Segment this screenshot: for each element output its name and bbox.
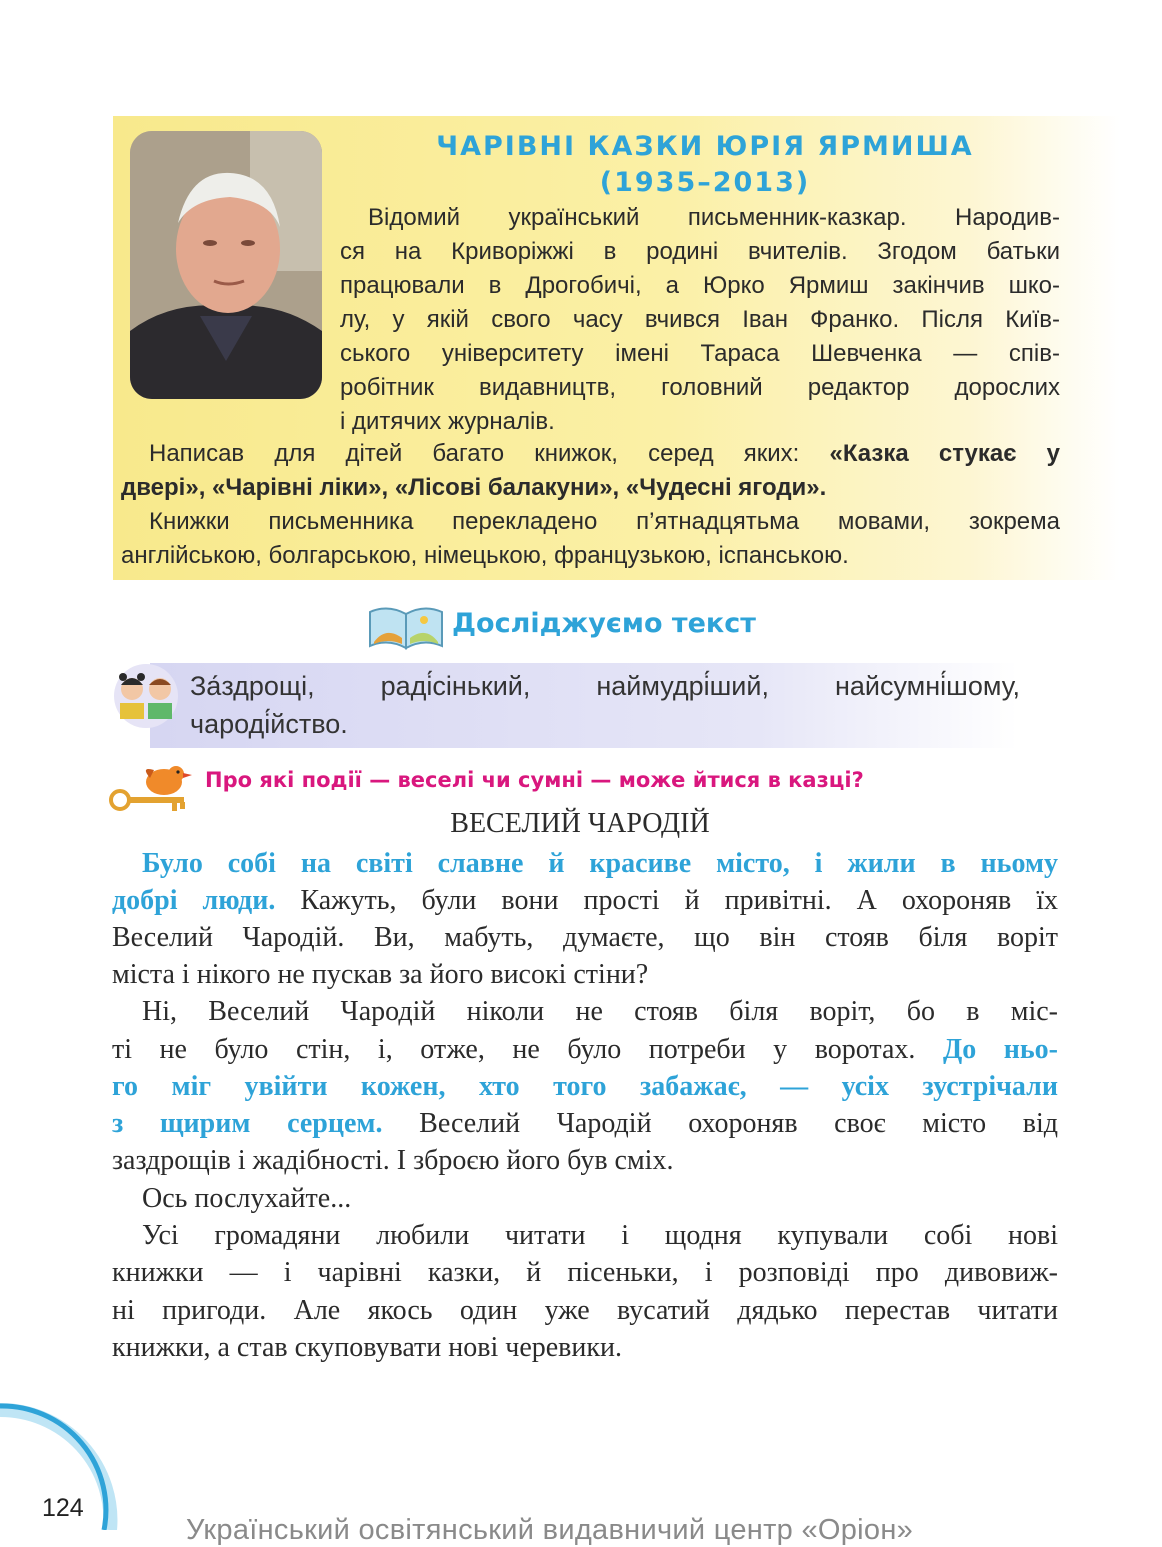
- story-line: добрі люди. Кажуть, були вони прості й привітні. А охороняв їх: [112, 885, 1059, 916]
- story-line: заздрощів і жадібності. І зброєю його був сміх.: [112, 1145, 674, 1176]
- author-portrait: [130, 131, 322, 399]
- kids-reading-icon: [106, 663, 186, 734]
- story-line: книжки — і чарівні казки, й пісеньки, і розповіді про дивовиж-: [112, 1257, 1058, 1288]
- bird-key-icon: [106, 758, 198, 819]
- vocabulary-words: чароді́йство.: [190, 709, 348, 739]
- discussion-question: Про які події — веселі чи сумні — може йтися в казці?: [205, 768, 864, 792]
- story-title: ВЕСЕЛИЙ ЧАРОДІЙ: [450, 808, 710, 839]
- bio-line: робітник видавництв, головний редактор дорослих: [340, 374, 1060, 401]
- books-line: Написав для дітей багато книжок, серед яких: «Казка стукає у: [149, 440, 1060, 467]
- translations-line: Книжки письменника перекладено п’ятнадцятьма мовами, зокрема: [149, 508, 1060, 535]
- story-line: Ось послухайте...: [142, 1183, 352, 1214]
- bio-line: працювали в Дрогобичі, а Юрко Ярмиш закінчив шко-: [340, 272, 1060, 299]
- bio-line: лу, у якій свого часу вчився Іван Франко. Після Київ-: [340, 306, 1060, 333]
- bio-line: і дитячих журналів.: [340, 408, 555, 435]
- story-line: книжки, а став скуповувати нові черевики.: [112, 1332, 622, 1363]
- page-number: 124: [42, 1494, 84, 1522]
- publisher-footer: Український освітянський видавничий центр «Оріон»: [186, 1514, 914, 1546]
- translations-line: англійською, болгарською, німецькою, французькою, іспанською.: [121, 542, 849, 569]
- bio-title: ЧАРІВНІ КАЗКИ ЮРІЯ ЯРМИША: [436, 131, 974, 162]
- bio-line: ського університету імені Тараса Шевченка — спів-: [340, 340, 1060, 367]
- story-line: Усі громадяни любили читати і щодня купували собі нові: [142, 1220, 1058, 1251]
- story-line: Ні, Веселий Чародій ніколи не стояв біля воріт, бо в міс-: [142, 996, 1058, 1027]
- story-line: ні пригоди. Але якось один уже вусатий дядько перестав читати: [112, 1295, 1058, 1326]
- story-line: Веселий Чародій. Ви, мабуть, думаєте, що він стояв біля воріт: [112, 922, 1058, 953]
- bio-line: Відомий український письменник-казкар. Народив-: [368, 204, 1060, 231]
- vocabulary-words: За́здрощі, раді́сінький, наймудрі́ший, найсумні́шому,: [190, 671, 1020, 701]
- books-titles: двері», «Чарівні ліки», «Лісові балакуни», «Чудесні ягоди».: [121, 474, 827, 501]
- bio-years: (1935–2013): [599, 167, 811, 198]
- open-book-icon: [366, 598, 446, 657]
- story-line: з щирим серцем. Веселий Чародій охороняв своє місто від: [112, 1108, 1058, 1139]
- bio-line: ся на Криворіжжі в родині вчителів. Згодом батьки: [340, 238, 1060, 265]
- story-line: Було собі на світі славне й красиве місто, і жили в ньому: [142, 848, 1058, 879]
- story-line: го міг увійти кожен, хто того забажає, — усіх зустрічали: [112, 1071, 1058, 1102]
- section-heading: Досліджуємо текст: [452, 608, 756, 639]
- story-line: міста і нікого не пускав за його високі стіни?: [112, 959, 649, 990]
- story-line: ті не було стін, і, отже, не було потреби у воротах. До ньо-: [112, 1034, 1059, 1065]
